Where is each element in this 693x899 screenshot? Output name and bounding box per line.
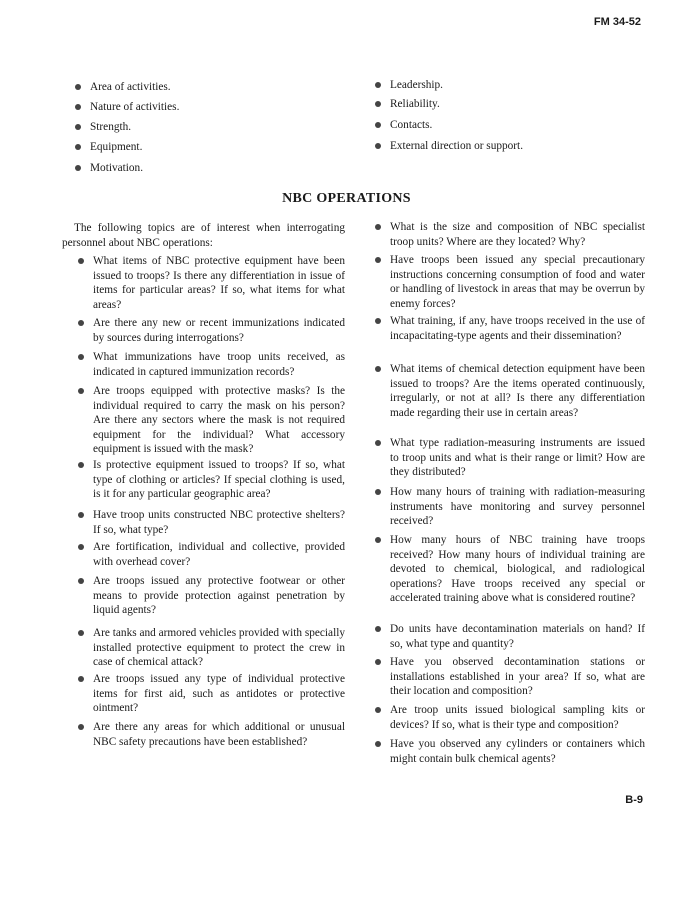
list-item: Have you observed decontamination stations or installations established in your area? If so, what are their location and composition? (390, 656, 645, 698)
list-item: Are troops equipped with protective masks? Is the individual required to carry the mask on his person? Are there any sectors where the mask is not required equipment for the individual? What accessory equipment is issued with the mask? (93, 385, 345, 456)
list-item: What items of NBC protective equipment have been issued to troops? Is there any differentiation in issue of items for particular areas? If so, what items for what areas? (93, 255, 345, 311)
list-item: Strength. (90, 121, 132, 133)
list-item: Are troop units issued biological sampling kits or devices? If so, what is their type and composition? (390, 704, 645, 731)
list-item: Are fortification, individual and collective, provided with overhead cover? (93, 541, 345, 568)
list-item: What training, if any, have troops received in the use of incapacitating-type agents and their dissemination? (390, 315, 645, 342)
list-item: Equipment. (90, 141, 143, 153)
list-item: Are troops issued any type of individual protective items for first aid, such as antidotes or protective ointment? (93, 673, 345, 715)
page-number: B-9 (625, 794, 643, 806)
list-item: Are troops issued any protective footwear or other means to provide protection against penetration by liquid agents? (93, 575, 345, 617)
list-item: Nature of activities. (90, 101, 180, 113)
list-item: External direction or support. (390, 140, 524, 152)
list-item: Do units have decontamination materials on hand? If so, what type and quantity? (390, 623, 645, 650)
list-item: What items of chemical detection equipment have been issued to troops? Are the items operated continuously, irregularly, or not at all? Is there any differentiation made regarding their use in certain areas? (390, 363, 645, 419)
list-item: What type radiation-measuring instruments are issued to troop units and what is their range or limit? How are they distributed? (390, 437, 645, 479)
list-item: What immunizations have troop units received, as indicated in captured immunization records? (93, 351, 345, 378)
list-item: Are there any areas for which additional or unusual NBC safety precautions have been established? (93, 721, 345, 748)
doc-id: FM 34-52 (593, 16, 641, 28)
list-item: Motivation. (90, 162, 144, 174)
list-item: How many hours of NBC training have troops received? How many hours of individual training are devoted to chemical, biological, and radiological operations? Have troops received any special or accelerated training above what is considered routine? (390, 534, 645, 605)
list-item: Have troop units constructed NBC protective shelters? If so, what type? (93, 509, 345, 536)
section-title: NBC OPERATIONS (282, 191, 411, 206)
list-item: How many hours of training with radiation-measuring instruments have monitoring and survey personnel received? (390, 486, 645, 528)
list-item: Is protective equipment issued to troops? If so, what type of clothing or articles? If special clothing is used, is it for any particular geographic area? (93, 459, 345, 501)
list-item: Leadership. (390, 79, 444, 91)
list-item: What is the size and composition of NBC specialist troop units? Where are they located? Why? (390, 221, 645, 248)
section-intro: The following topics are of interest when interrogating personnel about NBC operations: (62, 222, 345, 249)
list-item: Have troops been issued any special precautionary instructions concerning consumption of food and water or handling of livestock in areas that may be overrun by enemy forces? (390, 254, 645, 310)
list-item: Have you observed any cylinders or containers which might contain bulk chemical agents? (390, 738, 645, 765)
list-item: Area of activities. (90, 81, 171, 93)
list-item: Contacts. (390, 119, 433, 131)
list-item: Are there any new or recent immunizations indicated by sources during interrogations? (93, 317, 345, 344)
list-item: Reliability. (390, 98, 440, 110)
list-item: Are tanks and armored vehicles provided with specially installed protective equipment to protect the crew in case of chemical attack? (93, 627, 345, 669)
